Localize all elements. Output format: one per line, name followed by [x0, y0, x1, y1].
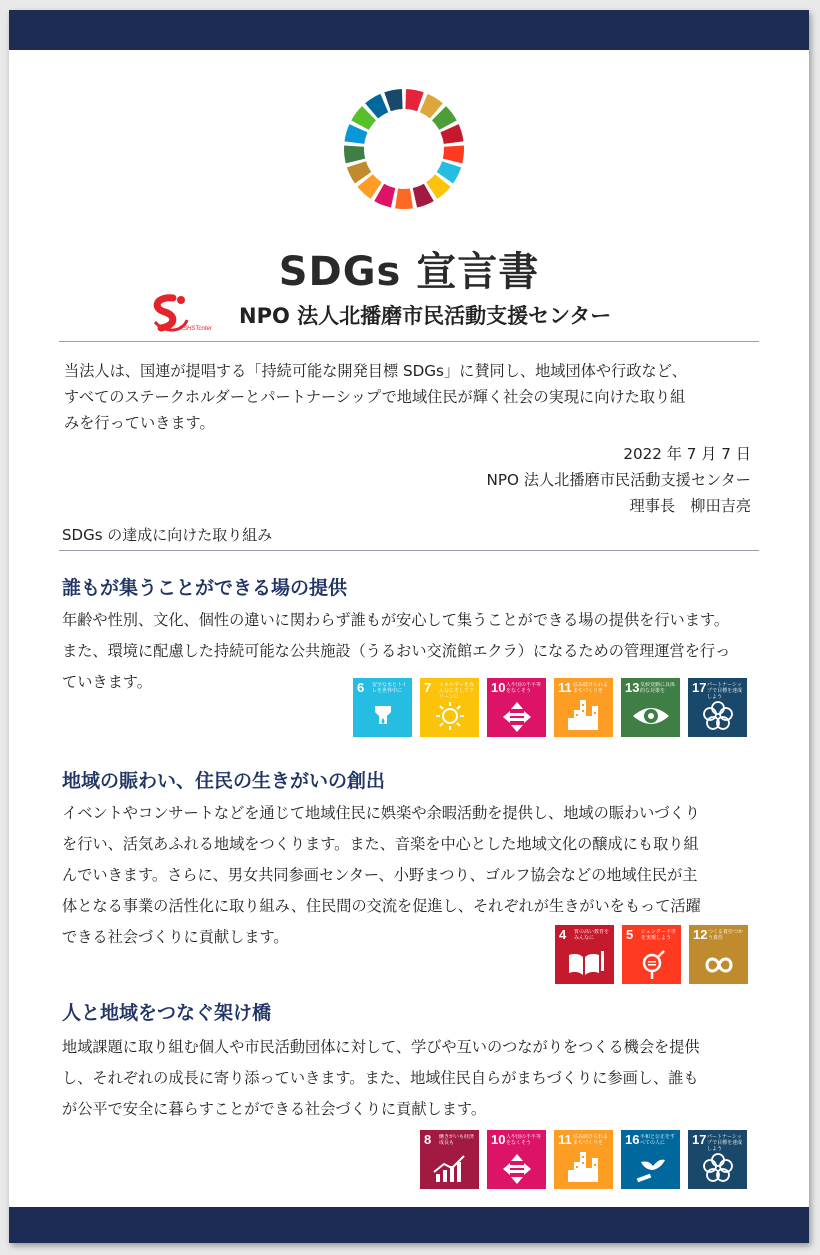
sdg-goal-number: 10: [491, 1132, 506, 1147]
sdg-goal-icons: [555, 925, 748, 984]
sdg-goal-11-tile: [554, 1130, 613, 1189]
sdg-goal-number: 8: [424, 1132, 432, 1147]
declaration-sheet: [9, 10, 809, 1243]
sdg-goal-number: 5: [626, 927, 634, 942]
section-line: 地域課題に取り組む個人や市民活動団体に対して、学びや互いのつながりをつくる機会を提供: [62, 1038, 700, 1056]
divider: [59, 550, 759, 551]
sdg-goal-12-tile: [689, 925, 748, 984]
sdg-goal-label: つくる責任つかう責任: [708, 929, 744, 941]
sdg-goal-number: 17: [692, 680, 707, 695]
section-title: 誰もが集うことができる場の提供: [62, 577, 348, 599]
sdg-goal-number: 11: [558, 1132, 572, 1147]
sdg-goal-icons: [353, 678, 747, 737]
sdg-goal-number: 7: [424, 680, 432, 695]
sdg-goal-label: パートナーシップで目標を達成しよう: [707, 682, 743, 700]
sdg-goal-6-tile: [353, 678, 412, 737]
org-row: [147, 292, 687, 336]
signature-date: 2022 年 7 月 7 日: [623, 445, 751, 463]
sdg-goal-number: 11: [558, 680, 572, 695]
section-line: 年齢や性別、文化、個性の違いに関わらず誰もが安心して集うことができる場の提供を行います。: [62, 611, 730, 629]
intro-line: みを行っていきます。: [64, 414, 215, 432]
subheading: SDGs の達成に向けた取り組み: [62, 526, 273, 544]
sdg-goal-label: ジェンダー平等を実現しよう: [641, 929, 676, 941]
sdg-goal-8-tile: [420, 1130, 479, 1189]
sdg-goal-11-tile: [554, 678, 613, 737]
sdg-goal-label: 気候変動に具体的な対策を: [640, 682, 676, 694]
wheel-segment: [344, 146, 365, 164]
signature-org: NPO 法人北播磨市民活動支援センター: [486, 471, 751, 489]
sdg-goal-label: パートナーシップで目標を達成しよう: [707, 1134, 743, 1152]
divider: [59, 341, 759, 342]
intro-paragraph: [64, 358, 764, 436]
sdg-goal-label: エネルギーをみんなにそしてクリーンに: [439, 682, 475, 700]
sdg-goal-number: 10: [491, 680, 506, 695]
sdg-goal-label: 平和と公正をすべての人に: [640, 1134, 676, 1146]
sdg-goal-label: 住み続けられるまちづくりを: [573, 1134, 609, 1146]
wheel-segment: [443, 146, 464, 164]
wheel-segment: [405, 89, 423, 111]
sdgs-wheel-icon: [342, 87, 466, 211]
sdg-goal-number: 4: [559, 927, 567, 942]
page-title: SDGs 宣言書: [278, 249, 540, 295]
section-line: んでいきます。さらに、男女共同参画センター、小野まつり、ゴルフ協会などの地域住民が主: [62, 866, 698, 884]
sdg-goal-7-tile: [420, 678, 479, 737]
sdg-goal-10-tile: [487, 1130, 546, 1189]
sdg-goal-5-tile: [622, 925, 681, 984]
top-band: [9, 10, 809, 50]
sdg-goal-16-tile: [621, 1130, 680, 1189]
section-line: 体となる事業の活性化に取り組み、住民間の交流を促進し、それぞれが生きがいをもって活躍: [62, 897, 701, 915]
sdg-goal-number: 17: [692, 1132, 707, 1147]
intro-line: 当法人は、国連が提唱する「持続可能な開発目標 SDGs」に賛同し、地域団体や行政など、: [64, 362, 687, 380]
section-body: [62, 1032, 767, 1125]
section-line: また、環境に配慮した持続可能な公共施設（うるおい交流館エクラ）になるための管理運営を行っ: [62, 642, 731, 660]
org-name: NPO 法人北播磨市民活動支援センター: [239, 304, 612, 328]
sdg-goal-number: 6: [357, 680, 365, 695]
sdg-goal-label: 働きがいも経済成長も: [439, 1134, 475, 1146]
wheel-segment: [395, 189, 413, 209]
sdg-goal-label: 人や国の不平等をなくそう: [506, 1134, 542, 1146]
sdg-goal-label: 安全な水とトイレを世界中に: [372, 682, 407, 694]
intro-line: すべてのステークホルダーとパートナーシップで地域住民が輝く社会の実現に向けた取り組: [64, 388, 686, 406]
sdg-goal-label: 質の高い教育をみんなに: [574, 929, 610, 941]
org-logo-icon: [147, 292, 237, 336]
sdg-goal-10-tile: [487, 678, 546, 737]
section-title: 人と地域をつなぐ架け橋: [62, 1002, 272, 1024]
sdg-goal-label: 人や国の不平等をなくそう: [506, 682, 542, 694]
sdg-goal-label: 住み続けられるまちづくりを: [573, 682, 609, 694]
signature-person: 理事長 柳田吉亮: [629, 497, 751, 515]
section-line: を行い、活気あふれる地域をつくります。また、音楽を中心とした地域文化の醸成にも取り組: [62, 835, 699, 853]
wheel-segment: [384, 89, 402, 111]
sdg-goal-icons: [420, 1130, 747, 1189]
section-line: し、それぞれの成長に寄り添っていきます。また、地域住民自らがまちづくりに参画し、誰も: [62, 1069, 699, 1087]
sdg-goal-number: 12: [693, 927, 708, 942]
bottom-band: [9, 1207, 809, 1243]
section-line: できる社会づくりに貢献します。: [62, 928, 289, 946]
sdg-goal-number: 16: [625, 1132, 640, 1147]
svg-text:KSHSTcnter: KSHSTcnter: [179, 326, 212, 332]
sdg-goal-13-tile: [621, 678, 680, 737]
section-title: 地域の賑わい、住民の生きがいの創出: [62, 770, 386, 792]
sdg-goal-number: 13: [625, 680, 640, 695]
sdg-goal-17-tile: [688, 678, 747, 737]
sdg-goal-17-tile: [688, 1130, 747, 1189]
section-line: が公平で安全に暮らすことができる社会づくりに貢献します。: [62, 1100, 487, 1118]
sdg-goal-4-tile: [555, 925, 614, 984]
section-line: ていきます。: [62, 673, 152, 691]
section-line: イベントやコンサートなどを通じて地域住民に娯楽や余暇活動を提供し、地域の賑わいづくり: [62, 804, 700, 822]
